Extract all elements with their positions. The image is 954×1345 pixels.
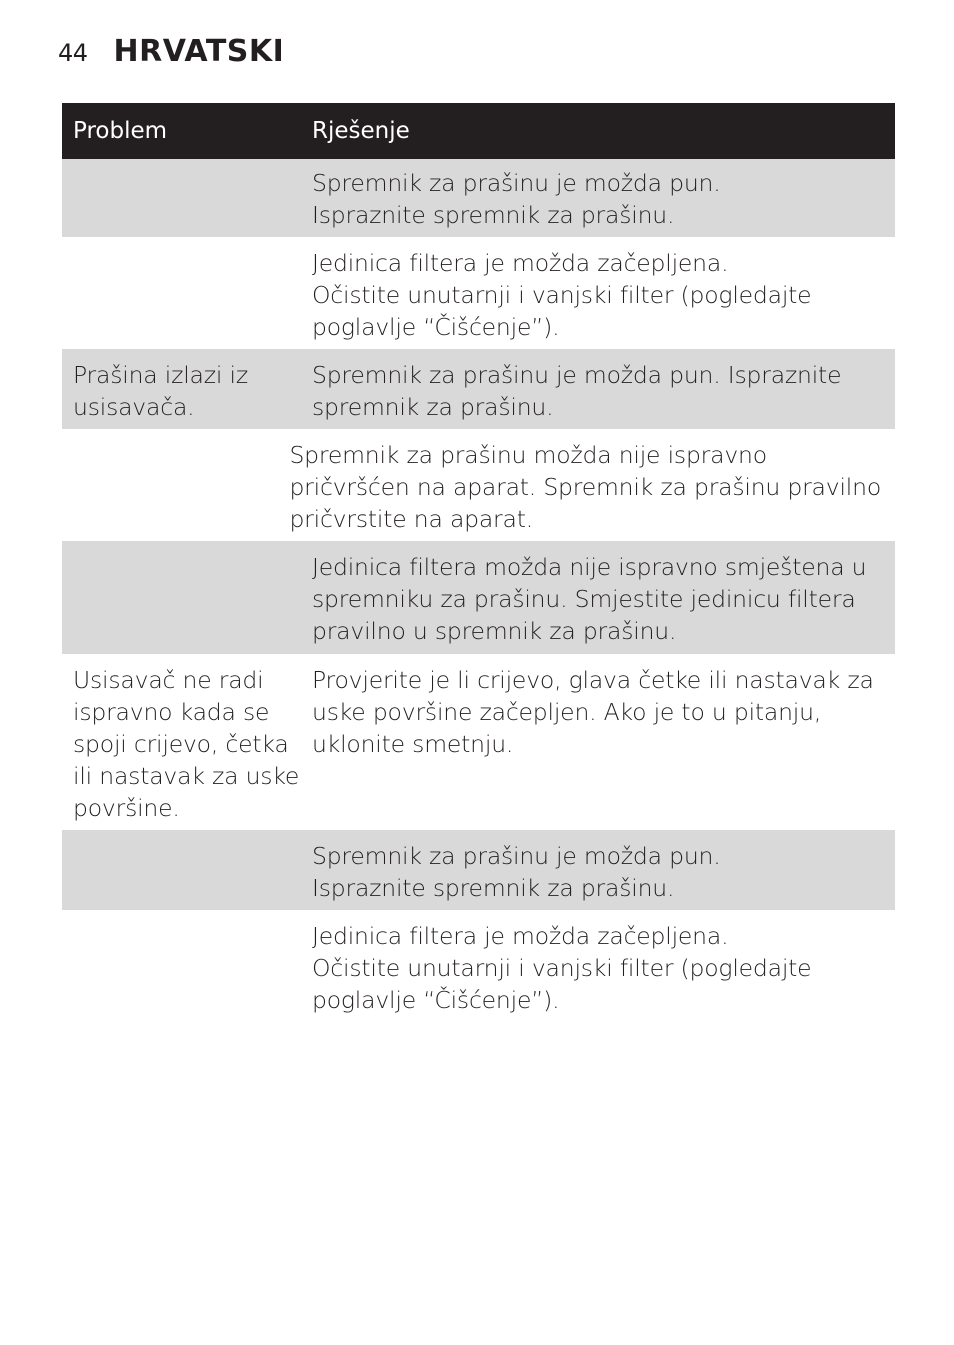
solution-cell (312, 664, 895, 830)
solution-line: Spremnik za prašinu je možda pun. Ispraznite (312, 361, 842, 389)
problem-cell (62, 439, 289, 541)
column-header-problem: Problem (73, 118, 168, 144)
solution-line: uske površine začepljen. Ako je to u pitanju, (312, 698, 822, 726)
problem-cell (62, 167, 312, 237)
page-title: HRVATSKI (113, 34, 285, 69)
problem-line: Usisavač ne radi (73, 666, 264, 694)
solution-line: Očistite unutarnji i vanjski filter (pogledajte (312, 281, 812, 309)
solution-line: Provjerite je li crijevo, glava četke ili nastavak za (312, 666, 874, 694)
table-row (62, 654, 895, 830)
solution-line: Jedinica filtera je možda začepljena. (312, 249, 729, 277)
problem-cell (62, 840, 312, 910)
solution-line: Jedinica filtera možda nije ispravno smještena u (312, 553, 867, 581)
solution-line: Ispraznite spremnik za prašinu. (312, 201, 675, 229)
solution-cell (312, 247, 895, 349)
solution-line: Ispraznite spremnik za prašinu. (312, 874, 675, 902)
solution-cell (312, 167, 895, 237)
problem-cell (62, 551, 312, 654)
solution-cell (312, 359, 895, 429)
table-row (62, 429, 895, 541)
solution-line: Jedinica filtera je možda začepljena. (312, 922, 729, 950)
troubleshooting-table (62, 103, 895, 1022)
problem-cell (62, 359, 312, 429)
table-row (62, 349, 895, 429)
solution-line: spremnik za prašinu. (312, 393, 554, 421)
problem-line: Prašina izlazi iz (73, 361, 248, 389)
solution-line: uklonite smetnju. (312, 730, 514, 758)
table-row (62, 830, 895, 910)
solution-line: spremniku za prašinu. Smjestite jedinicu filtera (312, 585, 856, 613)
solution-cell (312, 840, 895, 910)
problem-line: ispravno kada se (73, 698, 270, 726)
table-header (62, 103, 895, 159)
page-number: 44 (58, 39, 88, 67)
solution-line: Očistite unutarnji i vanjski filter (pogledajte (312, 954, 812, 982)
solution-cell (289, 439, 895, 541)
solution-line: poglavlje “Čišćenje”). (312, 986, 560, 1014)
solution-line: poglavlje “Čišćenje”). (312, 313, 560, 341)
problem-cell (62, 664, 312, 830)
problem-line: usisavača. (73, 393, 195, 421)
problem-line: ili nastavak za uske (73, 762, 300, 790)
page-header (58, 34, 284, 74)
solution-line: pričvršćen na aparat. Spremnik za prašinu pravilno (289, 473, 881, 501)
solution-line: Spremnik za prašinu možda nije ispravno (289, 441, 767, 469)
solution-cell (312, 551, 895, 654)
table-row (62, 159, 895, 237)
problem-cell (62, 247, 312, 349)
solution-line: pravilno u spremnik za prašinu. (312, 617, 677, 645)
problem-cell (62, 920, 312, 1022)
table-row (62, 237, 895, 349)
solution-cell (312, 920, 895, 1022)
table-row (62, 541, 895, 654)
column-header-solution: Rješenje (312, 118, 410, 144)
solution-line: pričvrstite na aparat. (289, 505, 534, 533)
solution-line: Spremnik za prašinu je možda pun. (312, 169, 721, 197)
table-row (62, 910, 895, 1022)
solution-line: Spremnik za prašinu je možda pun. (312, 842, 721, 870)
problem-line: spoji crijevo, četka (73, 730, 289, 758)
problem-line: površine. (73, 794, 180, 822)
